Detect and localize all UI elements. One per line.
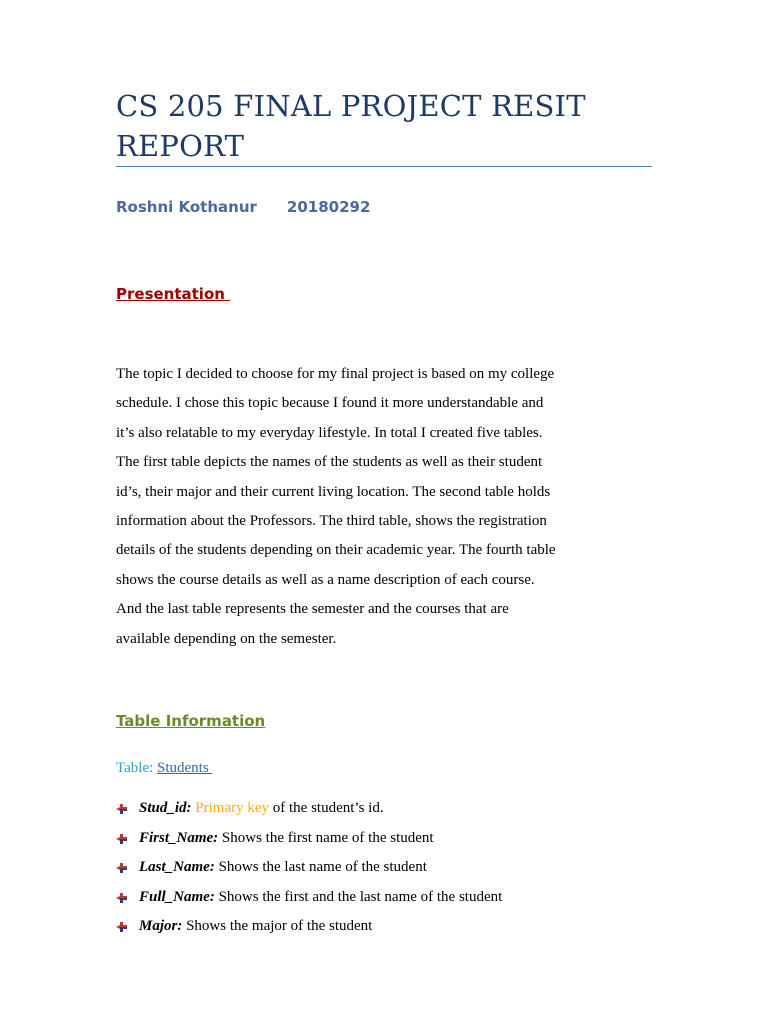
- table-name-link[interactable]: Students: [157, 760, 213, 776]
- author-line: [116, 197, 370, 217]
- author-name: Roshni Kothanur: [116, 198, 257, 216]
- paragraph-line: schedule. I chose this topic because I found it more understandable and: [116, 395, 544, 412]
- paragraph-line: The first table depicts the names of the students as well as their student: [116, 454, 543, 471]
- arrow-bullet-icon: [116, 804, 127, 814]
- paragraph-line: available depending on the semester.: [116, 630, 337, 647]
- paragraph-line: information about the Professors. The third table, shows the registration: [116, 513, 547, 530]
- field-description: Shows the first and the last name of the student: [214, 888, 503, 905]
- field-item-first-name: [116, 827, 676, 857]
- field-item-stud-id: [116, 797, 676, 827]
- paragraph-line: details of the students depending on their academic year. The fourth table: [116, 542, 556, 559]
- field-description: Shows the major of the student: [182, 918, 373, 934]
- paragraph-line: And the last table represents the semester and the courses that are: [116, 601, 509, 618]
- student-id: 20180292: [286, 198, 371, 216]
- field-item-major: [116, 915, 676, 945]
- paragraph-line: shows the course details as well as a name description of each course.: [116, 571, 535, 588]
- document-title: CS 205 FINAL PROJECT RESIT REPORT: [116, 89, 586, 163]
- presentation-paragraph: [116, 360, 656, 654]
- field-item-full-name: [116, 886, 676, 916]
- table-caption: [116, 757, 212, 779]
- field-description: of the student’s id.: [269, 800, 384, 816]
- field-name: First_Name:: [139, 829, 219, 846]
- paragraph-line: id’s, their major and their current living location. The second table holds: [116, 483, 551, 500]
- table-information-heading: Table Information: [116, 712, 266, 730]
- paragraph-line: The topic I decided to choose for my final project is based on my college: [116, 366, 555, 382]
- arrow-bullet-icon: [116, 834, 127, 844]
- arrow-bullet-icon: [116, 863, 127, 873]
- field-name: Major:: [139, 918, 183, 934]
- field-description: Shows the first name of the student: [218, 829, 434, 846]
- field-list: [116, 797, 676, 945]
- field-description: Shows the last name of the student: [214, 859, 427, 875]
- presentation-heading: Presentation: [116, 285, 231, 303]
- field-name: Full_Name:: [139, 888, 215, 905]
- arrow-bullet-icon: [116, 893, 127, 903]
- paragraph-line: it’s also relatable to my everyday lifestyle. In total I created five tables.: [116, 424, 543, 441]
- field-item-last-name: [116, 856, 676, 886]
- title-underline-rule: [116, 166, 652, 167]
- arrow-bullet-icon: [116, 922, 127, 932]
- table-caption-label: Table:: [116, 760, 158, 776]
- field-name: Last_Name:: [139, 859, 215, 875]
- primary-key-label: Primary key: [195, 800, 269, 816]
- field-name: Stud_id:: [139, 800, 192, 816]
